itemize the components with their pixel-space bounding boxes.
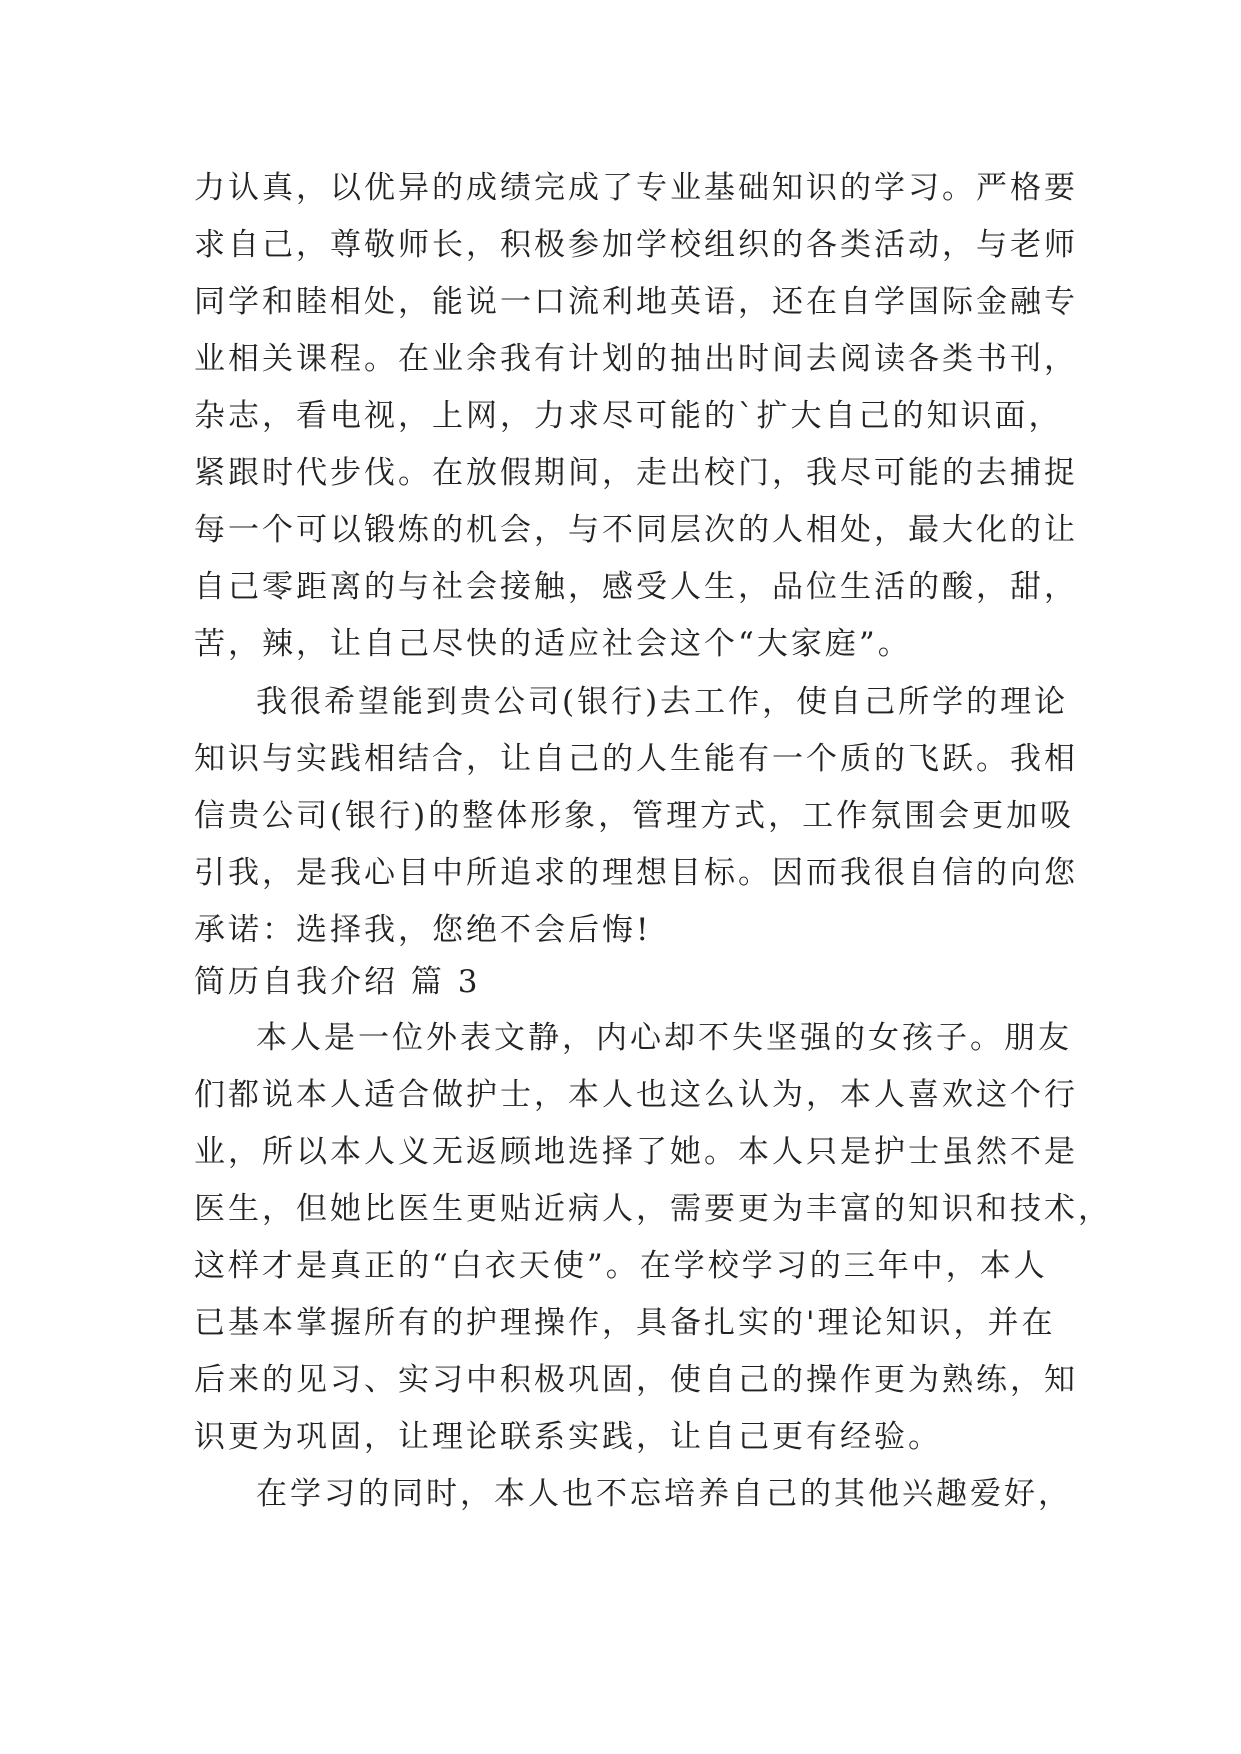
paragraph-line: 业，所以本人义无返顾地选择了她。本人只是护士虽然不是: [194, 1134, 1078, 1170]
paragraph-line: 这样才是真正的“白衣天使”。在学校学习的三年中，本人: [194, 1248, 1048, 1284]
paragraph-line: 后来的见习、实习中积极巩固，使自己的操作更为熟练，知: [194, 1362, 1078, 1398]
paragraph-line: 承诺：选择我，您绝不会后悔!: [194, 912, 652, 948]
paragraph-line: 知识与实践相结合，让自己的人生能有一个质的飞跃。我相: [194, 741, 1078, 777]
paragraph-line: 求自己，尊敬师长，积极参加学校组织的各类活动，与老师: [194, 227, 1078, 263]
paragraph-line: 紧跟时代步伐。在放假期间，走出校门，我尽可能的去捕捉: [194, 455, 1078, 491]
paragraph-line: 信贵公司(银行)的整体形象，管理方式，工作氛围会更加吸: [194, 798, 1075, 834]
paragraph-line: 业相关课程。在业余我有计划的抽出时间去阅读各类书刊，: [194, 341, 1078, 377]
paragraph-line: 力认真，以优异的成绩完成了专业基础知识的学习。严格要: [194, 170, 1078, 206]
paragraph-line: 我很希望能到贵公司(银行)去工作，使自己所学的理论: [256, 684, 1069, 720]
paragraph-line: 同学和睦相处，能说一口流利地英语，还在自学国际金融专: [194, 284, 1078, 320]
paragraph-line: 苦，辣，让自己尽快的适应社会这个“大家庭”。: [194, 626, 912, 662]
paragraph-line: 引我，是我心目中所追求的理想目标。因而我很自信的向您: [194, 855, 1078, 891]
paragraph-line: 医生，但她比医生更贴近病人，需要更为丰富的知识和技术，: [194, 1191, 1112, 1227]
paragraph-line: 本人是一位外表文静，内心却不失坚强的女孩子。朋友: [256, 1020, 1072, 1056]
section-heading: 简历自我介绍 篇 3: [194, 964, 481, 1000]
paragraph-line: 杂志，看电视，上网，力求尽可能的`扩大自己的知识面，: [194, 398, 1063, 434]
paragraph-line: 们都说本人适合做护士，本人也这么认为，本人喜欢这个行: [194, 1077, 1078, 1113]
paragraph-line: 每一个可以锻炼的机会，与不同层次的人相处，最大化的让: [194, 512, 1078, 548]
paragraph-line: 识更为巩固，让理论联系实践，让自己更有经验。: [194, 1419, 942, 1455]
paragraph-line: 已基本掌握所有的护理操作，具备扎实的'理论知识，并在: [194, 1305, 1056, 1341]
paragraph-line: 在学习的同时，本人也不忘培养自己的其他兴趣爱好，: [256, 1476, 1072, 1512]
paragraph-line: 自己零距离的与社会接触，感受人生，品位生活的酸，甜，: [194, 569, 1078, 605]
